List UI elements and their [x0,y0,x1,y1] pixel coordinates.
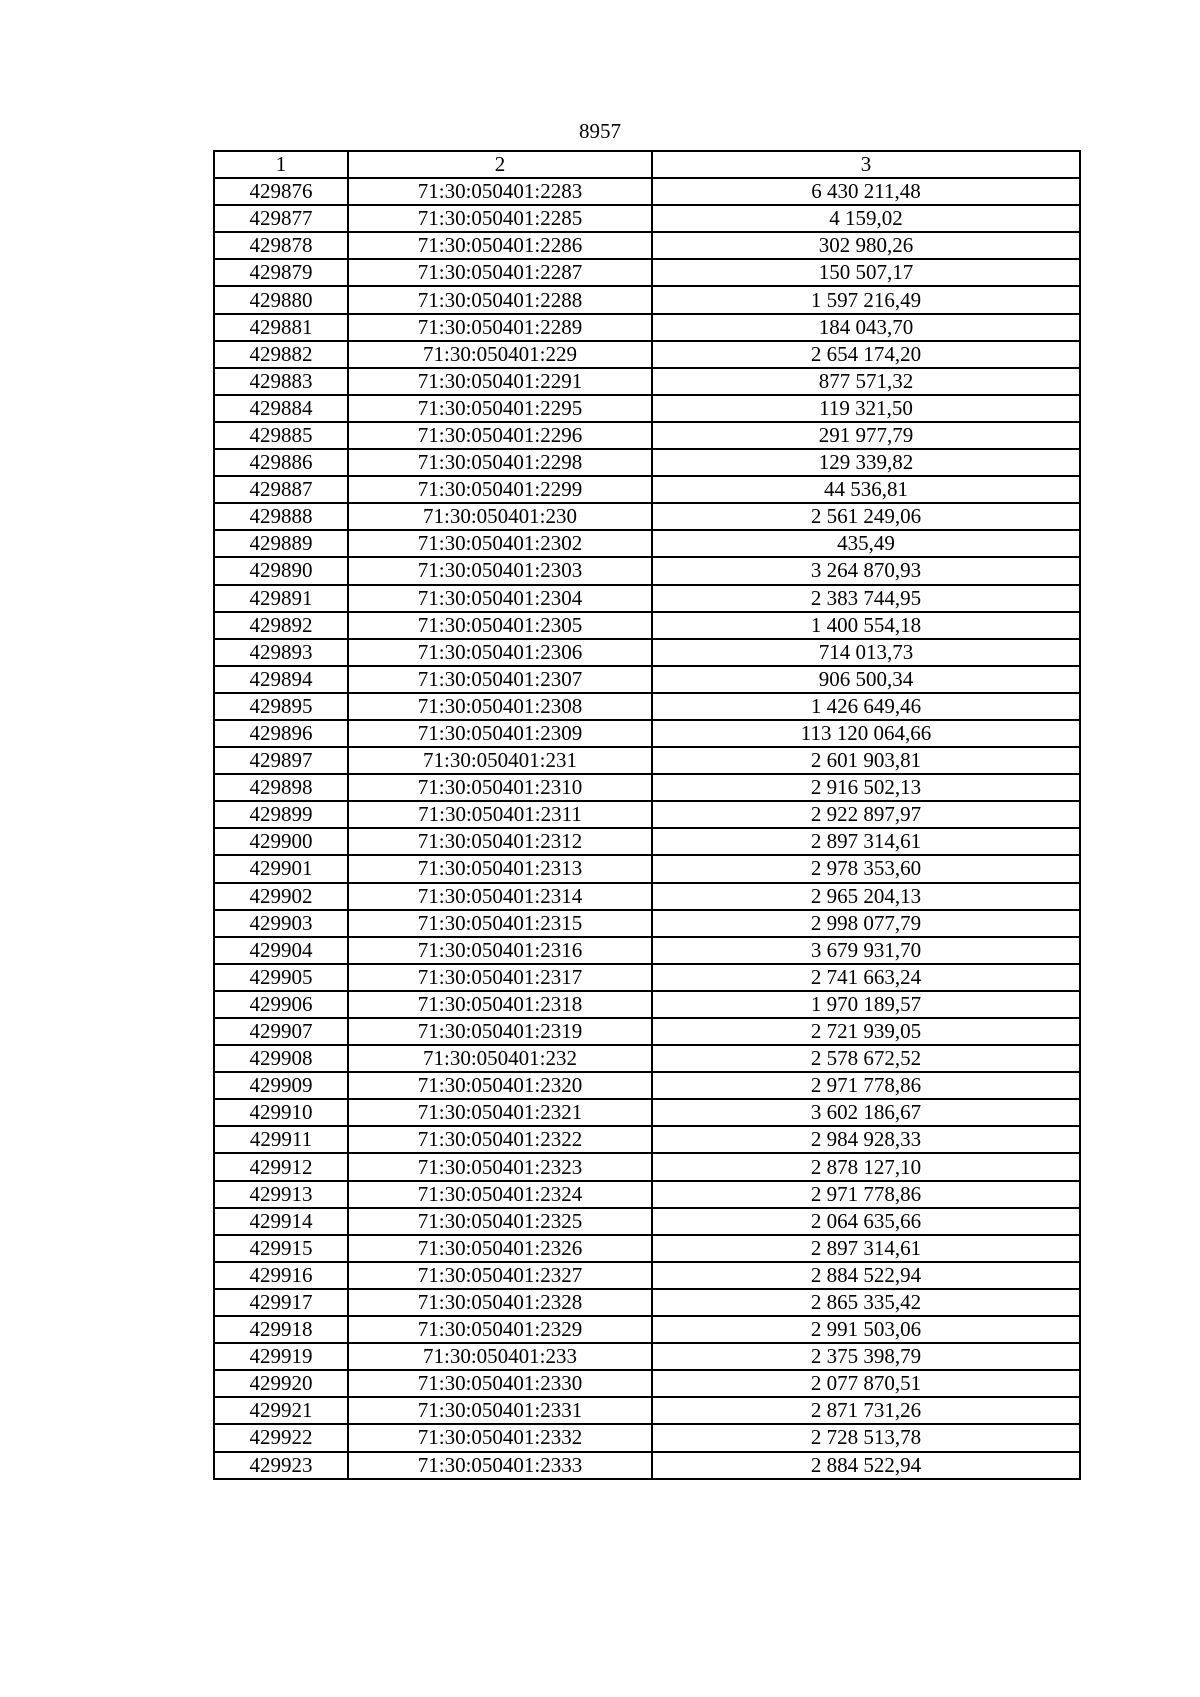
value-cell: 4 159,02 [652,205,1080,232]
table-row [214,557,1080,584]
row-number-cell: 429902 [214,883,348,910]
value-cell: 113 120 064,66 [652,720,1080,747]
cadastral-number-cell: 71:30:050401:2312 [348,828,652,855]
row-number-cell: 429923 [214,1452,348,1479]
row-number-cell: 429922 [214,1424,348,1451]
value-cell: 2 871 731,26 [652,1397,1080,1424]
header-cell-1: 1 [214,151,348,178]
table-row [214,1424,1080,1451]
table-row [214,964,1080,991]
row-number-cell: 429921 [214,1397,348,1424]
cadastral-number-cell: 71:30:050401:233 [348,1343,652,1370]
value-cell: 2 916 502,13 [652,774,1080,801]
value-cell: 6 430 211,48 [652,178,1080,205]
cadastral-number-cell: 71:30:050401:2288 [348,286,652,313]
header-cell-3: 3 [652,151,1080,178]
table-row [214,693,1080,720]
value-cell: 2 884 522,94 [652,1452,1080,1479]
value-cell: 291 977,79 [652,422,1080,449]
cadastral-number-cell: 71:30:050401:2318 [348,991,652,1018]
row-number-cell: 429884 [214,395,348,422]
table-header-row [214,151,1080,178]
table-row [214,1289,1080,1316]
value-cell: 2 971 778,86 [652,1181,1080,1208]
table-row [214,286,1080,313]
value-cell: 2 984 928,33 [652,1126,1080,1153]
table-row [214,1370,1080,1397]
value-cell: 119 321,50 [652,395,1080,422]
value-cell: 2 884 522,94 [652,1262,1080,1289]
value-cell: 2 728 513,78 [652,1424,1080,1451]
row-number-cell: 429905 [214,964,348,991]
cadastral-number-cell: 71:30:050401:2320 [348,1072,652,1099]
table-row [214,666,1080,693]
table-row [214,1262,1080,1289]
cadastral-number-cell: 71:30:050401:2308 [348,693,652,720]
table-row [214,1181,1080,1208]
value-cell: 2 878 127,10 [652,1153,1080,1180]
table-row [214,530,1080,557]
table-row [214,828,1080,855]
table-row [214,1153,1080,1180]
row-number-cell: 429881 [214,314,348,341]
value-cell: 2 991 503,06 [652,1316,1080,1343]
value-cell: 2 741 663,24 [652,964,1080,991]
row-number-cell: 429896 [214,720,348,747]
row-number-cell: 429878 [214,232,348,259]
value-cell: 435,49 [652,530,1080,557]
cadastral-number-cell: 71:30:050401:2283 [348,178,652,205]
row-number-cell: 429882 [214,341,348,368]
table-row [214,937,1080,964]
value-cell: 2 721 939,05 [652,1018,1080,1045]
table-row [214,205,1080,232]
value-cell: 3 679 931,70 [652,937,1080,964]
row-number-cell: 429911 [214,1126,348,1153]
row-number-cell: 429917 [214,1289,348,1316]
table-row [214,178,1080,205]
row-number-cell: 429903 [214,910,348,937]
row-number-cell: 429887 [214,476,348,503]
cadastral-number-cell: 71:30:050401:2323 [348,1153,652,1180]
cadastral-number-cell: 71:30:050401:230 [348,503,652,530]
table-row [214,1126,1080,1153]
cadastral-number-cell: 71:30:050401:2316 [348,937,652,964]
row-number-cell: 429920 [214,1370,348,1397]
value-cell: 714 013,73 [652,639,1080,666]
table-row [214,503,1080,530]
row-number-cell: 429916 [214,1262,348,1289]
row-number-cell: 429895 [214,693,348,720]
row-number-cell: 429889 [214,530,348,557]
cadastral-number-cell: 71:30:050401:2319 [348,1018,652,1045]
value-cell: 877 571,32 [652,368,1080,395]
value-cell: 184 043,70 [652,314,1080,341]
value-cell: 2 064 635,66 [652,1208,1080,1235]
row-number-cell: 429919 [214,1343,348,1370]
value-cell: 2 998 077,79 [652,910,1080,937]
row-number-cell: 429876 [214,178,348,205]
cadastral-number-cell: 71:30:050401:2302 [348,530,652,557]
value-cell: 2 375 398,79 [652,1343,1080,1370]
table-row [214,422,1080,449]
value-cell: 44 536,81 [652,476,1080,503]
row-number-cell: 429883 [214,368,348,395]
table-row [214,314,1080,341]
value-cell: 2 971 778,86 [652,1072,1080,1099]
row-number-cell: 429898 [214,774,348,801]
table-row [214,910,1080,937]
table-row [214,1343,1080,1370]
cadastral-number-cell: 71:30:050401:2313 [348,855,652,882]
header-cell-2: 2 [348,151,652,178]
value-cell: 2 897 314,61 [652,1235,1080,1262]
value-cell: 302 980,26 [652,232,1080,259]
value-cell: 2 922 897,97 [652,801,1080,828]
value-cell: 906 500,34 [652,666,1080,693]
row-number-cell: 429913 [214,1181,348,1208]
cadastral-number-cell: 71:30:050401:2327 [348,1262,652,1289]
row-number-cell: 429886 [214,449,348,476]
row-number-cell: 429899 [214,801,348,828]
value-cell: 1 426 649,46 [652,693,1080,720]
row-number-cell: 429880 [214,286,348,313]
row-number-cell: 429906 [214,991,348,1018]
table-row [214,1018,1080,1045]
cadastral-number-cell: 71:30:050401:2289 [348,314,652,341]
value-cell: 3 602 186,67 [652,1099,1080,1126]
table-body [214,151,1080,1479]
cadastral-number-cell: 71:30:050401:2324 [348,1181,652,1208]
cadastral-number-cell: 71:30:050401:2331 [348,1397,652,1424]
cadastral-number-cell: 71:30:050401:2304 [348,585,652,612]
data-table [213,150,1081,1480]
row-number-cell: 429891 [214,585,348,612]
value-cell: 2 077 870,51 [652,1370,1080,1397]
row-number-cell: 429908 [214,1045,348,1072]
row-number-cell: 429890 [214,557,348,584]
value-cell: 1 970 189,57 [652,991,1080,1018]
table-row [214,395,1080,422]
row-number-cell: 429897 [214,747,348,774]
row-number-cell: 429915 [214,1235,348,1262]
cadastral-number-cell: 71:30:050401:2314 [348,883,652,910]
value-cell: 2 865 335,42 [652,1289,1080,1316]
value-cell: 2 654 174,20 [652,341,1080,368]
row-number-cell: 429885 [214,422,348,449]
table-row [214,1045,1080,1072]
cadastral-number-cell: 71:30:050401:2330 [348,1370,652,1397]
cadastral-number-cell: 71:30:050401:2296 [348,422,652,449]
row-number-cell: 429904 [214,937,348,964]
value-cell: 2 897 314,61 [652,828,1080,855]
table-row [214,1397,1080,1424]
cadastral-number-cell: 71:30:050401:2332 [348,1424,652,1451]
cadastral-number-cell: 71:30:050401:2299 [348,476,652,503]
value-cell: 2 561 249,06 [652,503,1080,530]
table-row [214,639,1080,666]
table-row [214,883,1080,910]
cadastral-number-cell: 71:30:050401:2310 [348,774,652,801]
row-number-cell: 429888 [214,503,348,530]
table-row [214,1235,1080,1262]
table-row [214,612,1080,639]
cadastral-number-cell: 71:30:050401:2307 [348,666,652,693]
row-number-cell: 429892 [214,612,348,639]
row-number-cell: 429912 [214,1153,348,1180]
cadastral-number-cell: 71:30:050401:2287 [348,259,652,286]
cadastral-number-cell: 71:30:050401:2333 [348,1452,652,1479]
table-row [214,476,1080,503]
cadastral-number-cell: 71:30:050401:2295 [348,395,652,422]
value-cell: 2 601 903,81 [652,747,1080,774]
value-cell: 3 264 870,93 [652,557,1080,584]
cadastral-number-cell: 71:30:050401:2325 [348,1208,652,1235]
value-cell: 129 339,82 [652,449,1080,476]
cadastral-number-cell: 71:30:050401:2322 [348,1126,652,1153]
cadastral-number-cell: 71:30:050401:2305 [348,612,652,639]
row-number-cell: 429910 [214,1099,348,1126]
table-row [214,368,1080,395]
cadastral-number-cell: 71:30:050401:2326 [348,1235,652,1262]
row-number-cell: 429894 [214,666,348,693]
value-cell: 150 507,17 [652,259,1080,286]
table-row [214,1452,1080,1479]
cadastral-number-cell: 71:30:050401:2286 [348,232,652,259]
row-number-cell: 429907 [214,1018,348,1045]
row-number-cell: 429893 [214,639,348,666]
table-row [214,855,1080,882]
cadastral-number-cell: 71:30:050401:2306 [348,639,652,666]
table-row [214,1099,1080,1126]
value-cell: 2 978 353,60 [652,855,1080,882]
value-cell: 2 965 204,13 [652,883,1080,910]
value-cell: 1 400 554,18 [652,612,1080,639]
row-number-cell: 429879 [214,259,348,286]
value-cell: 2 578 672,52 [652,1045,1080,1072]
row-number-cell: 429918 [214,1316,348,1343]
table-row [214,720,1080,747]
cadastral-number-cell: 71:30:050401:2291 [348,368,652,395]
table-row [214,449,1080,476]
cadastral-number-cell: 71:30:050401:2328 [348,1289,652,1316]
cadastral-number-cell: 71:30:050401:2321 [348,1099,652,1126]
table-row [214,585,1080,612]
table-row [214,1316,1080,1343]
cadastral-number-cell: 71:30:050401:2317 [348,964,652,991]
row-number-cell: 429877 [214,205,348,232]
table-row [214,801,1080,828]
cadastral-number-cell: 71:30:050401:229 [348,341,652,368]
table-row [214,341,1080,368]
table-row [214,259,1080,286]
cadastral-number-cell: 71:30:050401:232 [348,1045,652,1072]
table-row [214,232,1080,259]
cadastral-number-cell: 71:30:050401:2303 [348,557,652,584]
table-row [214,774,1080,801]
cadastral-number-cell: 71:30:050401:2315 [348,910,652,937]
cadastral-number-cell: 71:30:050401:2311 [348,801,652,828]
value-cell: 2 383 744,95 [652,585,1080,612]
cadastral-number-cell: 71:30:050401:2285 [348,205,652,232]
row-number-cell: 429900 [214,828,348,855]
value-cell: 1 597 216,49 [652,286,1080,313]
row-number-cell: 429901 [214,855,348,882]
page-number: 8957 [579,119,621,143]
cadastral-number-cell: 71:30:050401:2329 [348,1316,652,1343]
row-number-cell: 429909 [214,1072,348,1099]
table-row [214,991,1080,1018]
cadastral-number-cell: 71:30:050401:2298 [348,449,652,476]
cadastral-number-cell: 71:30:050401:2309 [348,720,652,747]
cadastral-number-cell: 71:30:050401:231 [348,747,652,774]
table-row [214,1208,1080,1235]
table-row [214,747,1080,774]
table-row [214,1072,1080,1099]
row-number-cell: 429914 [214,1208,348,1235]
